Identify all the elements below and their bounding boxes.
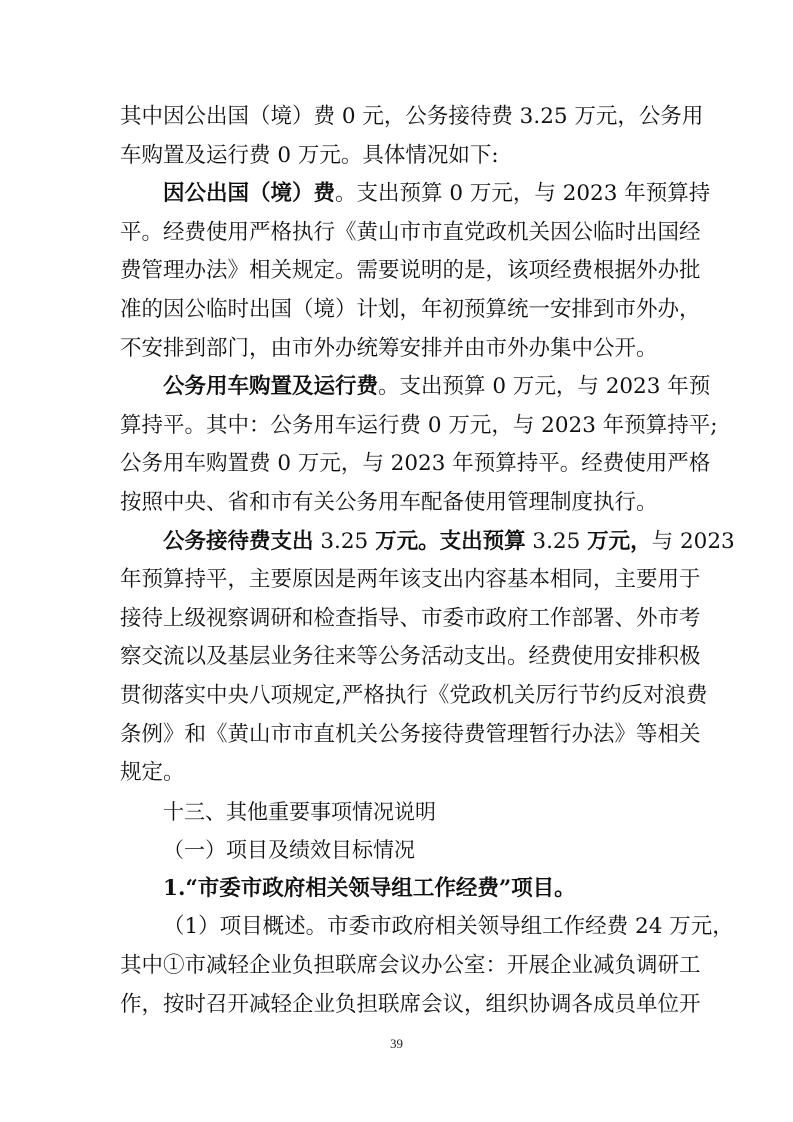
page-number: 39 — [390, 1036, 403, 1051]
line-text: 。支出预算 0 万元，与 2023 年预算持 — [335, 181, 711, 207]
paragraph-line: 不安排到部门，由市外办统筹安排并由市外办集中公开。 — [120, 335, 658, 361]
paragraph-line: 费管理办法》相关规定。需要说明的是，该项经费根据外办批 — [120, 258, 701, 284]
line-text: 与 2023 — [651, 528, 735, 554]
paragraph-line: 接待上级视察调研和检查指导、市委市政府工作部署、外市考 — [120, 605, 701, 631]
paragraph-line: 准的因公临时出国（境）计划，年初预算统一安排到市外办， — [120, 296, 701, 322]
amount-text: 3.25 — [525, 528, 588, 554]
paragraph-line: 条例》和《黄山市市直机关公务接待费管理暂行办法》等相关 — [120, 721, 701, 747]
bold-lead: 公务接待费支出 — [163, 528, 314, 554]
paragraph-line: 作，按时召开减轻企业负担联席会议，组织协调各成员单位开 — [120, 991, 701, 1017]
paragraph-line: 其中因公出国（境）费 0 元，公务接待费 3.25 万元，公务用 — [120, 104, 704, 129]
paragraph-line: 算持平。其中：公务用车运行费 0 万元，与 2023 年预算持平; — [120, 412, 718, 438]
paragraph-line: 公务用车购置费 0 万元，与 2023 年预算持平。经费使用严格 — [120, 451, 711, 477]
paragraph-line: 其中①市减轻企业负担联席会议办公室：开展企业减负调研工 — [120, 953, 701, 979]
paragraph-line: 按照中央、省和市有关公务用车配备使用管理制度执行。 — [120, 489, 658, 515]
bold-lead: 因公出国（境）费 — [163, 181, 336, 207]
paragraph-line: 车购置及运行费 0 万元。具体情况如下: — [120, 142, 499, 168]
paragraph-line — [120, 175, 711, 214]
paragraph-line: 平。经费使用严格执行《黄山市市直党政机关因公临时出国经 — [120, 219, 701, 245]
amount-text: 3.25 — [313, 528, 376, 554]
section-heading: 十三、其他重要事项情况说明 — [163, 799, 436, 824]
bold-text: 万元， — [587, 528, 652, 554]
paragraph-line: （1）项目概述。市委市政府相关领导组工作经费 24 万元， — [163, 914, 734, 940]
line-text: 。支出预算 0 万元，与 2023 年预 — [378, 374, 711, 400]
paragraph-line — [120, 368, 711, 407]
paragraph-line: 规定。 — [120, 760, 185, 786]
paragraph-line: 贯彻落实中央八项规定,严格执行《党政机关厉行节约反对浪费 — [120, 682, 708, 708]
paragraph-line: 察交流以及基层业务往来等公务活动支出。经费使用安排积极 — [120, 644, 701, 670]
paragraph-line — [120, 523, 735, 562]
paragraph-line: 年预算持平，主要原因是两年该支出内容基本相同，主要用于 — [120, 567, 701, 593]
item-heading: 1.“市委市政府相关领导组工作经费”项目。 — [163, 875, 576, 901]
bold-text: 万元。支出预算 — [375, 528, 526, 554]
bold-lead: 公务用车购置及运行费 — [163, 374, 379, 400]
subsection-heading: （一）项目及绩效目标情况 — [163, 838, 415, 863]
body-text — [120, 98, 735, 1024]
